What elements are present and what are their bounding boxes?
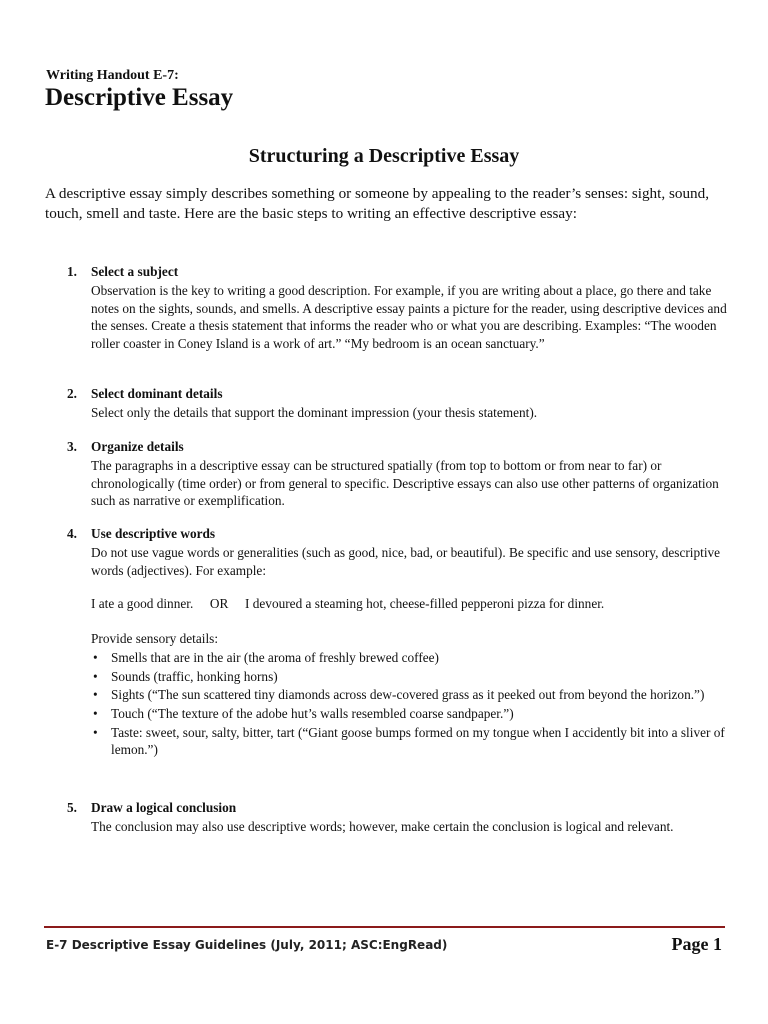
list-item: • Touch (“The texture of the adobe hut’s walls resembled coarse sandpaper.”) xyxy=(91,705,727,723)
sensory-details-list xyxy=(91,649,727,760)
step-heading: Select a subject xyxy=(91,264,179,279)
intro-paragraph: A descriptive essay simply describes something or someone by appealing to the reader’s senses: sight, sound, touch, smell and taste. Here are the basic steps to writing an effective descriptive essay: xyxy=(45,185,710,222)
step-body: Do not use vague words or generalities (such as good, nice, bad, or beautiful). Be specific and use sensory, descriptive words (adjectives). For example: xyxy=(91,545,721,578)
step-heading: Select dominant details xyxy=(91,386,223,401)
list-item: • Sights (“The sun scattered tiny diamonds across dew-covered grass as it peeked out from beyond the horizon.”) xyxy=(91,686,727,704)
step-heading: Organize details xyxy=(91,439,184,454)
step-body: The conclusion may also use descriptive words; however, make certain the conclusion is logical and relevant. xyxy=(91,819,674,834)
step-body: Observation is the key to writing a good description. For example, if you are writing about a place, go there and take notes on the sights, sounds, and smells. A descriptive essay paints a picture for the reader, using descriptive devices and the senses. Create a thesis statement that informs the reader who or what you are describing. Examples: “The wooden roller coaster in Coney Island is a work of art.” “My bedroom is an ocean sanctuary.” xyxy=(91,283,727,351)
example-sentence: I ate a good dinner. OR I devoured a steaming hot, cheese-filled pepperoni pizza for dinner. xyxy=(91,596,605,611)
step-body: Select only the details that support the dominant impression (your thesis statement). xyxy=(91,405,538,420)
footer-caption: E-7 Descriptive Essay Guidelines (July, 2011; ASC:EngRead) xyxy=(46,938,448,952)
footer-divider xyxy=(44,926,725,928)
step-number: 2. xyxy=(67,386,77,401)
page-number: Page 1 xyxy=(671,934,722,954)
step-body: The paragraphs in a descriptive essay can be structured spatially (from top to bottom or from near to far) or chronologically (time order) or from general to specific. Descriptive essays can also use other patterns of organization such as narrative or exemplification. xyxy=(91,458,719,508)
list-item: • Smells that are in the air (the aroma of freshly brewed coffee) xyxy=(91,649,727,667)
list-item: • Sounds (traffic, honking horns) xyxy=(91,668,727,686)
section-subtitle: Structuring a Descriptive Essay xyxy=(248,145,520,167)
document-title: Descriptive Essay xyxy=(45,84,234,111)
step-number: 1. xyxy=(67,264,77,279)
step-heading: Use descriptive words xyxy=(91,526,216,541)
sensory-label: Provide sensory details: xyxy=(91,631,219,646)
list-item: • Taste: sweet, sour, salty, bitter, tart (“Giant goose bumps formed on my tongue when I accidently bit into a sliver of lemon.”) xyxy=(91,724,727,759)
handout-label: Writing Handout E-7: xyxy=(46,68,179,83)
step-number: 3. xyxy=(67,439,77,454)
step-number: 5. xyxy=(67,800,77,815)
step-heading: Draw a logical conclusion xyxy=(91,800,237,815)
step-number: 4. xyxy=(67,526,77,541)
